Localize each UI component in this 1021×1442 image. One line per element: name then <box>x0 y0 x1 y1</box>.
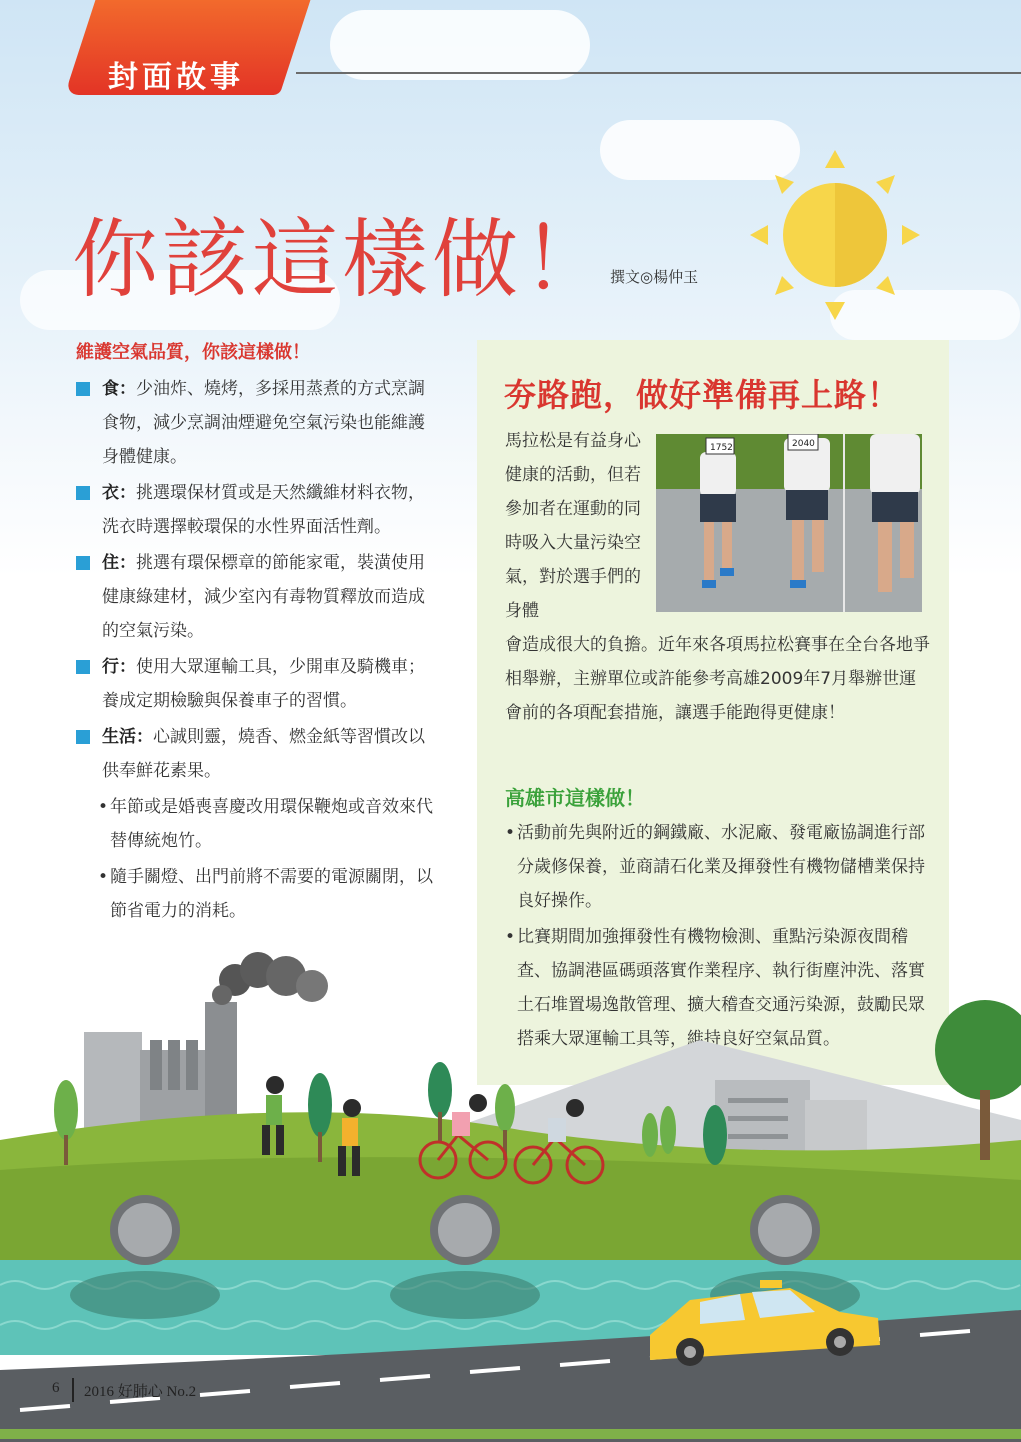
list-item <box>505 816 930 918</box>
square-bullet-icon <box>76 730 90 744</box>
section-label: 封面故事 <box>108 60 244 95</box>
bib-number: 1752 <box>710 443 733 453</box>
item-text: 心誠則靈，燒香、燃金紙等習慣改以供奉鮮花素果。 <box>102 727 425 781</box>
bullet-text: 活動前先與附近的鋼鐵廠、水泥廠、發電廠協調進行部分歲修保養，並商請石化業及揮發性有機物儲槽業保持良好操作。 <box>517 823 925 911</box>
item-key: 住： <box>102 553 136 573</box>
item-text: 使用大眾運輸工具，少開車及騎機車；養成定期檢驗與保養車子的習慣。 <box>102 657 425 711</box>
dot-icon: • <box>98 867 109 887</box>
left-column <box>74 338 439 930</box>
item-text: 挑選有環保標章的節能家電，裝潢使用健康綠建材，減少室內有毒物質釋放而造成的空氣污染。 <box>102 553 425 641</box>
city-scene-illustration <box>0 940 1021 1442</box>
dot-icon: • <box>505 927 516 947</box>
item-key: 食： <box>102 379 136 399</box>
dot-icon: • <box>98 797 109 817</box>
list-item <box>74 476 439 544</box>
list-item <box>74 372 439 474</box>
header-rule <box>296 72 1021 74</box>
footer-divider <box>72 1378 74 1402</box>
sub-bullet-text: 隨手關燈、出門前將不需要的電源關閉，以節省電力的消耗。 <box>110 867 433 921</box>
square-bullet-icon <box>76 486 90 500</box>
bullet-text: 比賽期間加強揮發性有機物檢測、重點污染源夜間稽查、協調港區碼頭落實作業程序、執行街塵沖洗、落實土石堆置場逸散管理、擴大稽查交通污染源，鼓勵民眾搭乘大眾運輸工具等，維持良好空氣品質。 <box>517 927 925 1049</box>
panel-subheading: 高雄市這樣做！ <box>505 786 645 810</box>
cloud <box>330 10 590 80</box>
list-item <box>74 650 439 718</box>
marathon-photo <box>656 434 922 612</box>
sub-bullet-text: 年節或是婚喪喜慶改用環保鞭炮或音效來代替傳統炮竹。 <box>110 797 433 851</box>
bib-number: 2040 <box>792 439 815 449</box>
item-text: 少油炸、燒烤，多採用蒸煮的方式烹調食物，減少烹調油煙避免空氣污染也能維護身體健康。 <box>102 379 425 467</box>
list-item <box>74 546 439 648</box>
square-bullet-icon <box>76 382 90 396</box>
item-key: 生活： <box>102 727 153 747</box>
issue-label: 2016 好肺心 No.2 <box>84 1384 197 1400</box>
panel-intro: 馬拉松是有益身心健康的活動，但若參加者在運動的同時吸入大量污染空氣，對於選手們的身體 <box>505 431 641 621</box>
cyclist-body <box>452 1112 470 1136</box>
item-text: 挑選環保材質或是天然纖維材料衣物，洗衣時選擇較環保的水性界面活性劑。 <box>102 483 425 537</box>
square-bullet-icon <box>76 556 90 570</box>
panel-body: 會造成很大的負擔。近年來各項馬拉松賽事在全台各地爭相舉辦，主辦單位或許能參考高雄2009年7月舉辦世運會前的各項配套措施，讓選手能跑得更健康！ <box>505 635 930 723</box>
sub-bullet <box>74 790 439 858</box>
panel-title: 夯路跑，做好準備再上路！ <box>504 376 901 414</box>
list-item <box>74 720 439 788</box>
item-key: 行： <box>102 657 136 677</box>
dot-icon: • <box>505 823 516 843</box>
byline: 撰文◎楊仲玉 <box>610 268 699 286</box>
page-title: 你該這樣做！ <box>72 210 612 310</box>
left-heading: 維護空氣品質，你該這樣做！ <box>76 342 310 363</box>
sun-icon <box>750 150 920 320</box>
item-key: 衣： <box>102 483 136 503</box>
page-number: 6 <box>52 1380 60 1396</box>
sub-bullet <box>74 860 439 928</box>
square-bullet-icon <box>76 660 90 674</box>
runners-illustration <box>656 434 922 612</box>
